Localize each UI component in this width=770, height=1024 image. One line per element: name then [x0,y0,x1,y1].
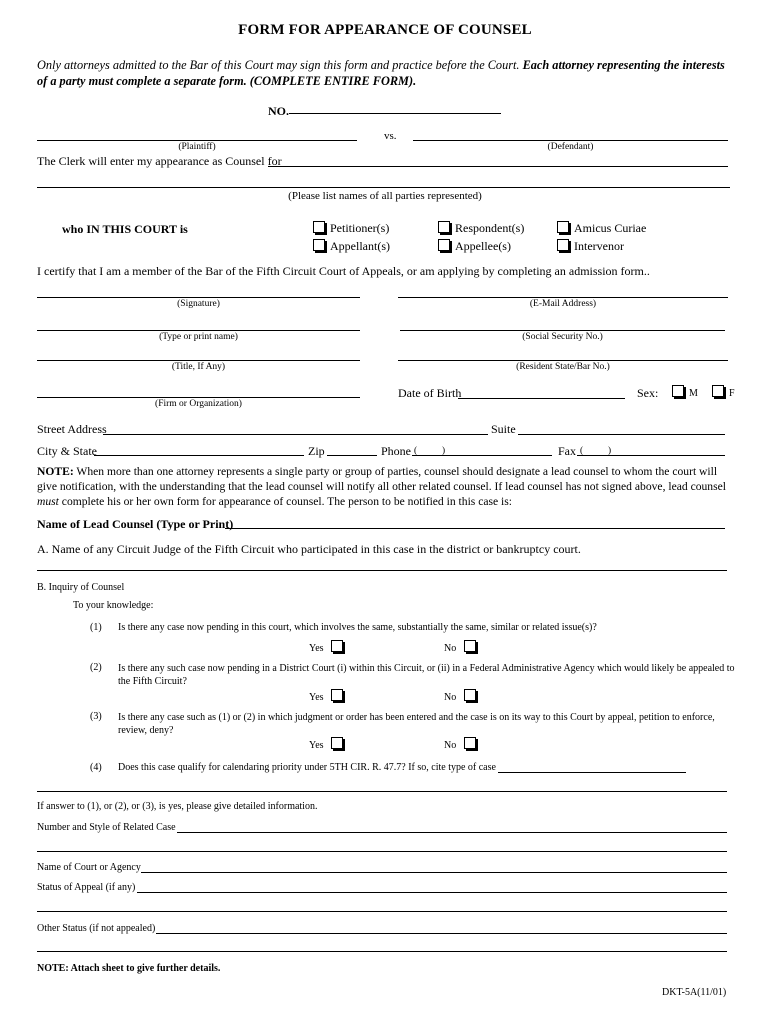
title-field[interactable] [37,360,360,361]
page-title: FORM FOR APPEARANCE OF COUNSEL [238,22,532,38]
plaintiff-caption: (Plaintiff) [178,142,216,152]
appeal-status-label: Status of Appeal (if any) [37,882,136,893]
certify-text: I certify that I am a member of the Bar of the Fifth Circuit Court of Appeals, or am applying by completing an admission form.. [37,264,650,278]
fax-paren-close: ) [608,446,612,456]
appellant-checkbox[interactable]: Appellant(s) [313,239,390,254]
name-field[interactable] [37,330,360,331]
checkbox-icon [331,737,343,749]
phone-paren-close: ) [442,446,446,456]
question-4-text: Does this case qualify for calendaring priority under 5TH CIR. R. 47.7? If so, cite type of case [118,762,496,773]
checkbox-icon [331,640,343,652]
question-1-num: (1) [90,622,102,633]
checkbox-icon [557,239,569,251]
priority-case-field[interactable] [498,772,686,773]
checkbox-icon [313,221,325,233]
q2-yes-checkbox[interactable]: Yes [309,689,348,703]
zip-label: Zip [308,444,325,458]
dob-label: Date of Birth [398,386,462,400]
fax-field[interactable] [577,455,725,456]
q3-yes-checkbox[interactable]: Yes [309,737,348,751]
fax-paren-open: ( [580,446,584,456]
case-no-field[interactable] [289,113,501,114]
phone-label: Phone [381,444,411,458]
other-status-field[interactable] [156,933,727,934]
ssn-caption: (Social Security No.) [522,332,603,342]
title-caption: (Title, If Any) [171,362,226,372]
sex-m-checkbox[interactable]: M [672,385,698,399]
judge-field[interactable] [37,570,727,571]
question-1-text: Is there any case now pending in this court, which involves the same, substantially the same, similar or related issue(s)? [118,622,597,633]
section-b-subtitle: To your knowledge: [73,600,154,611]
sex-f-checkbox[interactable]: F [712,385,735,399]
note-paragraph: NOTE: When more than one attorney represents a single party or group of parties, counsel should designate a lead counsel to whom the court will give notification, with the understanding that the lead counsel will notify all other related counsel. If lead counsel has not signed above, lead counsel must complete his or her own form for appearance of counsel. The person to be notified in this case is: [37,465,726,508]
section-a-text: A. Name of any Circuit Judge of the Fifth Circuit who participated in this case in the district or bankruptcy court. [37,542,581,556]
checkbox-icon [712,385,724,397]
intervenor-checkbox[interactable]: Intervenor [557,239,624,254]
checkbox-icon [438,221,450,233]
question-2-num: (2) [90,662,102,673]
amicus-checkbox[interactable]: Amicus Curiae [557,221,646,236]
phone-field[interactable] [412,455,552,456]
suite-label: Suite [491,422,516,436]
q1-no-checkbox[interactable]: No [444,640,481,654]
phone-paren-open: ( [414,446,418,456]
checkbox-icon [464,640,476,652]
defendant-field[interactable] [413,140,728,141]
court-agency-label: Name of Court or Agency [37,862,141,873]
question-3-text: Is there any case such as (1) or (2) in which judgment or order has been entered and the case is on its way to this Court by appeal, petition to enforce, review, deny? [118,712,715,736]
firm-caption: (Firm or Organization) [155,399,242,409]
parties-caption: (Please list names of all parties represented) [288,190,482,202]
name-caption: (Type or print name) [159,332,238,342]
dob-field[interactable] [458,398,625,399]
clerk-label: The Clerk will enter my appearance as Counsel for [37,154,282,168]
intro-text: Only attorneys admitted to the Bar of this Court may sign this form and practice before the Court. Each attorney representing the interests of a party must complete a separate form. (COMPLETE ENTIRE FORM). [37,58,725,88]
lead-counsel-field[interactable] [225,528,725,529]
street-label: Street Address [37,422,107,436]
appellee-checkbox[interactable]: Appellee(s) [438,239,511,254]
checkbox-icon [438,239,450,251]
checkbox-icon [313,239,325,251]
case-no-label: NO. [268,104,289,118]
role-label: who IN THIS COURT is [62,222,188,236]
related-case-label: Number and Style of Related Case [37,822,176,833]
email-field[interactable] [398,297,728,298]
related-case-field-2[interactable] [37,851,727,852]
question-3-num: (3) [90,711,102,722]
checkbox-icon [331,689,343,701]
other-status-field-2[interactable] [37,951,727,952]
defendant-caption: (Defendant) [547,142,594,152]
related-case-field[interactable] [177,832,727,833]
sex-label: Sex: [637,386,659,400]
priority-extra-field[interactable] [37,791,727,792]
city-field[interactable] [94,455,304,456]
signature-caption: (Signature) [177,299,220,309]
q2-no-checkbox[interactable]: No [444,689,481,703]
checkbox-icon [672,385,684,397]
street-field[interactable] [103,434,488,435]
question-4-num: (4) [90,762,102,773]
appeal-status-field-2[interactable] [37,911,727,912]
email-caption: (E-Mail Address) [529,299,597,309]
lead-counsel-label: Name of Lead Counsel (Type or Print) [37,517,234,531]
firm-field[interactable] [37,397,360,398]
checkbox-icon [464,689,476,701]
footer-note: NOTE: Attach sheet to give further details. [37,963,221,974]
form-id: DKT-5A(11/01) [662,987,727,998]
parties-field[interactable] [37,187,730,188]
appeal-status-field[interactable] [137,892,727,893]
zip-field[interactable] [327,455,377,456]
state-bar-caption: (Resident State/Bar No.) [516,362,610,372]
signature-field[interactable] [37,297,360,298]
respondent-checkbox[interactable]: Respondent(s) [438,221,524,236]
q1-yes-checkbox[interactable]: Yes [309,640,348,654]
ssn-field[interactable] [400,330,725,331]
suite-field[interactable] [518,434,725,435]
followup-intro: If answer to (1), or (2), or (3), is yes, please give detailed information. [37,801,318,812]
petitioner-checkbox[interactable]: Petitioner(s) [313,221,389,236]
counsel-for-field[interactable] [268,166,728,167]
state-bar-field[interactable] [398,360,728,361]
court-agency-field[interactable] [141,872,727,873]
checkbox-icon [557,221,569,233]
question-2-text: Is there any such case now pending in a District Court (i) within this Circuit, or (ii) in a Federal Administrative Agency which would likely be appealed to the Fifth Circuit? [118,663,735,687]
plaintiff-field[interactable] [37,140,357,141]
q3-no-checkbox[interactable]: No [444,737,481,751]
city-label: City & State [37,444,97,458]
other-status-label: Other Status (if not appealed) [37,923,156,934]
section-b-label: B. Inquiry of Counsel [37,582,125,593]
fax-label: Fax [558,444,576,458]
vs-label: vs. [384,130,397,142]
checkbox-icon [464,737,476,749]
